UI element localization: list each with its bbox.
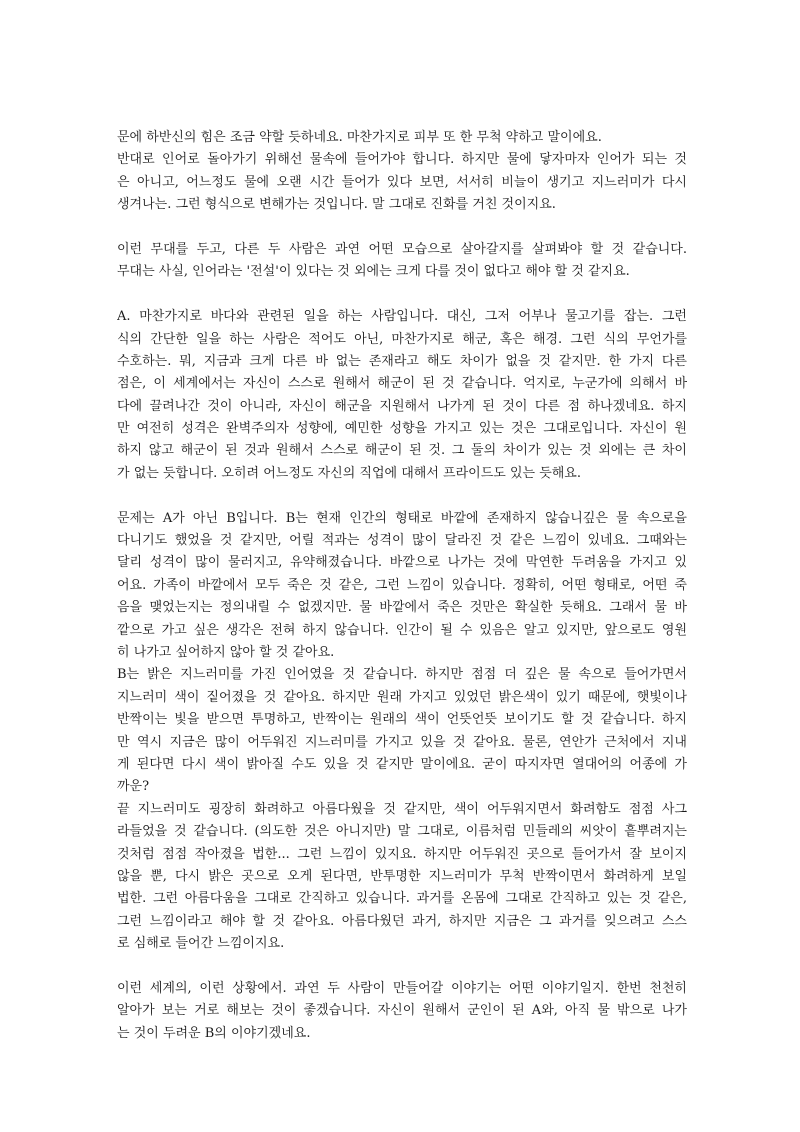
text-line: A. 마찬가지로 바다와 관련된 일을 하는 사람입니다. 대신, 그저 어부나 물고기를 잡는. 그런 [117, 309, 687, 325]
text-line: 하지 않고 해군이 된 것과 원해서 스스로 해군이 된 것. 그 둘의 차이가 있는 것 외에는 큰 차이 [117, 443, 687, 459]
text-line: 않을 뿐, 다시 밝은 곳으로 오게 된다면, 반투명한 지느러미가 무척 반짝이면서 화려하게 보일 [117, 868, 687, 884]
text-line: 끝 지느러미도 굉장히 화려하고 아름다웠을 것 같지만, 색이 어두워지면서 화려함도 점점 사그 [117, 801, 687, 817]
text-line: 히 나가고 싶어하지 않아 할 것 같아요. [117, 644, 335, 660]
text-line: 만 역시 지금은 많이 어두워진 지느러미를 가지고 있을 것 같아요. 물론, 연안가 근처에서 지내 [117, 734, 687, 750]
paragraph-1 [117, 127, 687, 149]
text-line: 이런 세계의, 이런 상황에서. 과연 두 사람이 만들어갈 이야기는 어떤 이야기일지. 한번 천천히 [117, 980, 687, 996]
text-line: 은 아니고, 어느정도 물에 오랜 시간 들어가 있다 보면, 서서히 비늘이 생기고 지느러미가 다시 [117, 174, 687, 190]
text-line: B는 밝은 지느러미를 가진 인어였을 것 같습니다. 하지만 점점 더 깊은 물 속으로 들어가면서 [117, 667, 687, 683]
paragraph-gap [117, 217, 687, 239]
paragraph-8 [117, 978, 687, 1045]
text-line: 점은, 이 세계에서는 자신이 스스로 원해서 해군이 된 것 같습니다. 억지로, 누군가에 의해서 바 [117, 376, 687, 392]
text-line: 라들었을 것 같습니다. (의도한 것은 아니지만) 말 그대로, 이름처럼 민들레의 씨앗이 흩뿌려지는 [117, 824, 687, 840]
text-line: 문에 하반신의 힘은 조금 약할 듯하네요. 마찬가지로 피부 또 한 무척 약하고 말이에요. [117, 130, 602, 145]
text-line: 반대로 인어로 돌아가기 위해선 물속에 들어가야 합니다. 하지만 물에 닿자마자 인어가 되는 것 [117, 152, 687, 168]
text-line: 만 여전히 성격은 완벽주의자 성향에, 예민한 성향을 가지고 있는 것은 그대로입니다. 자신이 원 [117, 421, 687, 437]
text-line: 생겨나는. 그런 형식으로 변해가는 것입니다. 말 그대로 진화를 거친 것이지요. [117, 197, 556, 213]
text-line: 는 것이 두려운 B의 이야기겠네요. [117, 1025, 311, 1041]
paragraph-gap [117, 284, 687, 306]
text-line: 이런 무대를 두고, 다른 두 사람은 과연 어떤 모습으로 살아갈지를 살펴봐야 할 것 같습니다. [117, 241, 687, 257]
paragraph-2 [117, 149, 687, 216]
text-line: 법한. 그런 아름다움을 그대로 간직하고 있습니다. 과거를 온몸에 그대로 간직하고 있는 것 같은, [117, 891, 687, 907]
paragraph-7 [117, 799, 687, 956]
text-line: 달리 성격이 많이 물러지고, 유약해졌습니다. 바깥으로 나가는 것에 막연한 두려움을 가지고 있 [117, 555, 687, 571]
text-line: 알아가 보는 거로 해보는 것이 좋겠습니다. 자신이 원해서 군인이 된 A와, 아직 물 밖으로 나가 [117, 1003, 687, 1019]
text-line: 가 없는 듯합니다. 오히려 어느정도 자신의 직업에 대해서 프라이드도 있는 듯해요. [117, 465, 582, 481]
paragraph-gap [117, 955, 687, 977]
paragraph-6 [117, 664, 687, 798]
text-line: 게 된다면 다시 색이 밝아질 수도 있을 것 같지만 말이에요. 굳이 따지자면 열대어의 어종에 가 [117, 756, 687, 772]
paragraph-4 [117, 306, 687, 485]
text-line: 다에 끌려나간 것이 아니라, 자신이 해군을 지원해서 나가게 된 것이 다른 점 하나겠네요. 하지 [117, 398, 687, 414]
text-line: 지느러미 색이 짙어졌을 것 같아요. 하지만 원래 가지고 있었던 밝은색이 있기 때문에, 햇빛이나 [117, 689, 687, 705]
text-line: 식의 간단한 일을 하는 사람은 적어도 아닌, 마찬가지로 해군, 혹은 해경. 그런 식의 무언가를 [117, 331, 687, 347]
text-line: 반짝이는 빛을 받으면 투명하고, 반짝이는 원래의 색이 언뜻언뜻 보이기도 할 것 같습니다. 하지 [117, 712, 687, 728]
text-line: 수호하는. 뭐, 지금과 크게 다른 바 없는 존재라고 해도 차이가 없을 것 같지만. 한 가지 다른 [117, 353, 687, 369]
text-line: 로 심해로 들어간 느낌이지요. [117, 936, 285, 952]
text-line: 그런 느낌이라고 해야 할 것 같아요. 아름다웠던 과거, 하지만 지금은 그 과거를 잊으려고 스스 [117, 913, 687, 929]
paragraph-3 [117, 239, 687, 284]
text-line: 음을 맺었는지는 정의내릴 수 없겠지만. 물 바깥에서 죽은 것만은 확실한 듯해요. 그래서 물 바 [117, 600, 687, 616]
document-page [117, 127, 687, 1045]
text-line: 어요. 가족이 바깥에서 모두 죽은 것 같은, 그런 느낌이 있습니다. 정확히, 어떤 형태로, 어떤 죽 [117, 577, 687, 593]
paragraph-5 [117, 508, 687, 665]
text-line: 것처럼 점점 작아졌을 법한... 그런 느낌이 있지요. 하지만 어두워진 곳으로 들어가서 잘 보이지 [117, 846, 687, 862]
text-line: 다니기도 했었을 것 같지만, 어릴 적과는 성격이 많이 달라진 것 같은 느낌이 있네요. 그때와는 [117, 533, 687, 549]
text-line: 까운? [117, 779, 150, 795]
text-line: 깥으로 가고 싶은 생각은 전혀 하지 않습니다. 인간이 될 수 있음은 알고 있지만, 앞으로도 영원 [117, 622, 687, 638]
paragraph-gap [117, 485, 687, 507]
text-line: 무대는 사실, 인어라는 '전설'이 있다는 것 외에는 크게 다를 것이 없다고 해야 할 것 같지요. [117, 264, 630, 280]
text-line: 문제는 A가 아닌 B입니다. B는 현재 인간의 형태로 바깥에 존재하지 않습니깊은 물 속으로을 [117, 510, 687, 526]
